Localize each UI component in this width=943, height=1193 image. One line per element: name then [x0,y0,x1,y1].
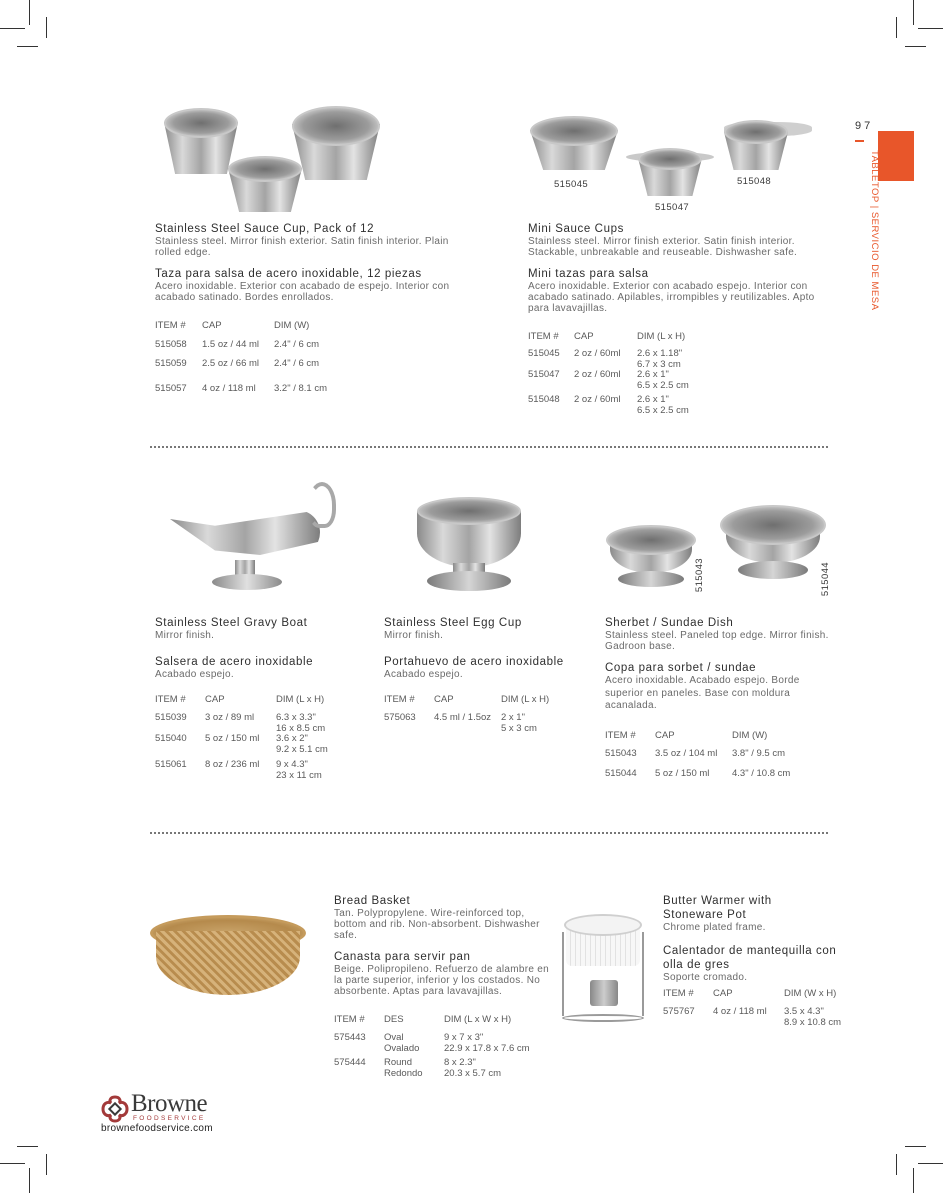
brand-subtitle: FOODSERVICE [133,1115,206,1122]
butter-warmer-photo [560,910,650,1025]
spec-table [155,694,328,781]
product-title-es-line2: olla de gres [663,959,730,971]
product-title: Stainless Steel Sauce Cup, Pack of 12 [155,223,375,235]
table-row: 515045 2 oz / 60ml 2.6 x 1.18" 6.7 x 3 cm [528,348,683,370]
col-dim: DIM (W) [274,320,310,331]
col-item: ITEM # [663,988,694,999]
website-link[interactable]: brownefoodservice.com [101,1123,213,1134]
egg-cup-info [384,617,599,734]
table-row: 515039 3 oz / 89 ml 6.3 x 3.3" 16 x 8.5 cm [155,712,326,734]
sundae-dish-info [605,617,840,779]
col-item: ITEM # [334,1014,365,1025]
section-label: TABLETOP | SERVICIO DE MESA [869,150,880,311]
crop-mark [905,46,926,47]
crop-mark [913,1168,914,1193]
product-title: Stainless Steel Egg Cup [384,617,522,629]
crop-mark [896,17,897,38]
spec-table [605,730,790,780]
crop-mark [17,46,38,47]
col-item: ITEM # [155,694,186,705]
crop-mark [46,1154,47,1175]
product-description: Mirror finish. [155,630,215,641]
product-title-es: Mini tazas para salsa [528,268,649,280]
crop-mark [46,17,47,38]
spec-table [155,320,327,395]
col-cap: CAP [713,988,733,999]
spec-table [663,988,841,1028]
table-row: 575063 4.5 ml / 1.5oz 2 x 1" 5 x 3 cm [384,712,537,734]
sauce-cup-info [155,223,455,395]
sauce-cup-photo [160,100,380,215]
table-row: 575767 4 oz / 118 ml 3.5 x 4.3" 8.9 x 10.8 cm [663,1006,842,1028]
product-description: Tan. Polypropylene. Wire-reinforced top, bottom and rib. Non-absorbent. Dishwasher safe. [334,908,540,941]
browne-logo-icon [101,1095,129,1123]
col-dim: DIM (L x H) [276,694,325,705]
product-description-es: Acero inoxidable. Exterior con acabado espejo. Interior con acabado satinado. Apilables, irrompibles y reutilizables. Apto para lavavajillas. [528,281,815,314]
table-row: 575444 Round Redondo 8 x 2.3" 20.3 x 5.7 cm [334,1057,502,1079]
product-title: Stainless Steel Gravy Boat [155,617,308,629]
crop-mark [896,1154,897,1175]
col-cap: CAP [202,320,222,331]
egg-cup-photo [415,495,525,605]
product-description-es: Acero inoxidable. Exterior con acabado de espejo. Interior con acabado satinado. Bordes enrollados. [155,281,450,303]
table-row: 515040 5 oz / 150 ml 3.6 x 2" 9.2 x 5.1 cm [155,733,328,755]
photo-label: 515043 [694,558,705,593]
photo-label: 515045 [554,179,589,190]
crop-mark [918,28,943,29]
col-cap: CAP [655,729,675,741]
col-cap: CAP [434,694,454,705]
product-description-es: Acabado espejo. [155,669,235,680]
spec-table [384,694,549,734]
col-cap: CAP [205,694,225,705]
table-row: 515061 8 oz / 236 ml 9 x 4.3" 23 x 11 cm [155,759,322,781]
product-title: Sherbet / Sundae Dish [605,617,734,629]
crop-mark [905,1146,926,1147]
spec-table [528,331,689,416]
col-des: DES [384,1014,404,1025]
crop-mark [29,1168,30,1193]
butter-warmer-info [663,895,853,1028]
bread-basket-info [334,895,549,1079]
table-row: 515047 2 oz / 60ml 2.6 x 1" 6.5 x 2.5 cm [528,369,689,391]
table-row: 515059 2.5 oz / 66 ml 2.4" / 6 cm [155,358,320,369]
product-title-es: Portahuevo de acero inoxidable [384,656,564,668]
table-row: 515048 2 oz / 60ml 2.6 x 1" 6.5 x 2.5 cm [528,394,689,416]
product-title: Mini Sauce Cups [528,223,624,235]
product-description: Stainless steel. Mirror finish exterior. Satin finish interior. Plain rolled edge. [155,236,449,258]
product-description: Stainless steel. Mirror finish exterior. Satin finish interior. Stackable, unbreakable and reuseable. Dishwasher safe. [528,236,798,258]
col-item: ITEM # [605,729,636,741]
product-description: Chrome plated frame. [663,922,766,933]
crop-mark [918,1163,943,1164]
product-title-es: Salsera de acero inoxidable [155,656,314,668]
col-item: ITEM # [528,331,559,342]
photo-label: 515044 [820,562,831,597]
crop-mark [913,0,914,25]
product-description: Mirror finish. [384,630,444,641]
section-color-tab [878,131,914,181]
crop-mark [29,0,30,25]
product-description-es: Acero inoxidable. Acabado espejo. Borde superior en paneles. Base con moldura acanalada. [605,675,800,711]
sundae-dish-photo [604,495,834,595]
gravy-boat-info [155,617,380,781]
col-cap: CAP [574,331,594,342]
product-title-es: Calentador de mantequilla con [663,945,837,957]
product-title-es: Copa para sorbet / sundae [605,662,757,674]
photo-label: 515048 [737,176,772,187]
product-title-line2: Stoneware Pot [663,909,747,921]
spec-table [334,1014,530,1079]
col-dim: DIM (L x H) [637,331,686,342]
table-row: 515057 4 oz / 118 ml 3.2" / 8.1 cm [155,383,328,394]
table-row: 515043 3.5 oz / 104 ml 3.8" / 9.5 cm [605,747,786,759]
brand-name: Browne [131,1090,208,1117]
crop-mark [0,1163,25,1164]
col-item: ITEM # [155,320,186,331]
product-title: Butter Warmer with [663,895,772,907]
col-dim: DIM (L x H) [501,694,550,705]
col-item: ITEM # [384,694,415,705]
page-number: 97 [855,120,874,132]
section-rule [855,140,864,142]
col-dim: DIM (W x H) [784,988,837,999]
col-dim: DIM (W) [732,729,768,741]
crop-mark [17,1146,38,1147]
product-description-es: Beige. Polipropileno. Refuerzo de alambre en la parte superior, inferior y los costados. No absorbente. Aptas para lavavajillas. [334,964,549,997]
product-description: Stainless steel. Paneled top edge. Mirror finish. Gadroon base. [605,630,829,652]
product-title-es: Canasta para servir pan [334,951,471,963]
product-description-es: Soporte cromado. [663,972,748,983]
gravy-boat-photo [160,480,340,600]
bread-basket-photo [150,915,310,1005]
table-row: 515044 5 oz / 150 ml 4.3" / 10.8 cm [605,767,791,779]
product-title-es: Taza para salsa de acero inoxidable, 12 piezas [155,268,422,280]
photo-label: 515047 [655,202,690,213]
col-dim: DIM (L x W x H) [444,1014,512,1025]
section-divider [150,832,828,834]
crop-mark [0,28,25,29]
table-row: 575443 Oval Ovalado 9 x 7 x 3" 22.9 x 17.8 x 7.6 cm [334,1032,530,1054]
table-row: 515058 1.5 oz / 44 ml 2.4" / 6 cm [155,339,320,350]
section-divider [150,446,828,448]
product-description-es: Acabado espejo. [384,669,464,680]
mini-sauce-cups-info [528,223,833,416]
product-title: Bread Basket [334,895,411,907]
